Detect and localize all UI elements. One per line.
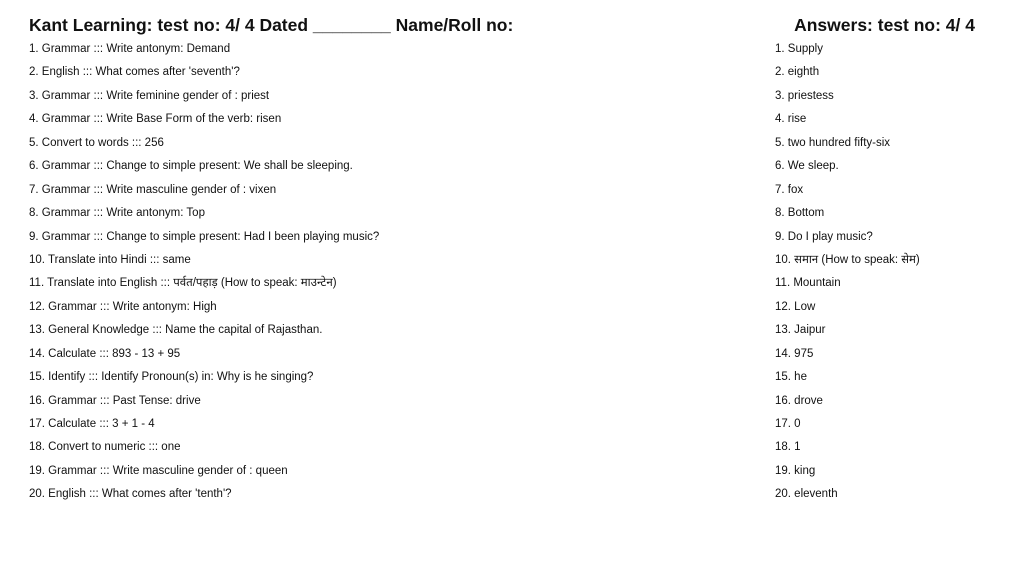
worksheet-title: Kant Learning: test no: 4/ 4 Dated ________ Name/Roll no:	[29, 15, 514, 35]
question-item: 20. English ::: What comes after 'tenth'?	[29, 488, 232, 501]
question-item: 8. Grammar ::: Write antonym: Top	[29, 207, 205, 220]
answer-item: 7. fox	[775, 183, 804, 196]
answer-item: 2. eighth	[775, 66, 820, 79]
answer-item: 13. Jaipur	[775, 324, 826, 337]
answer-item: 5. two hundred fifty-six	[775, 136, 891, 149]
answer-item: 1. Supply	[775, 43, 823, 55]
answer-list	[775, 38, 1005, 507]
question-item: 12. Grammar ::: Write antonym: High	[29, 300, 217, 313]
answer-item: 18. 1	[775, 441, 801, 454]
answer-item: 10. समान (How to speak: सेम)	[775, 253, 920, 266]
question-item: 11. Translate into English ::: पर्वत/पहाड़ (How to speak: माउन्टेन)	[29, 277, 337, 290]
question-item: 17. Calculate ::: 3 + 1 - 4	[29, 418, 155, 430]
answers-title: Answers: test no: 4/ 4	[794, 15, 975, 35]
question-item: 2. English ::: What comes after 'seventh'?	[29, 66, 240, 79]
question-item: 15. Identify ::: Identify Pronoun(s) in: Why is he singing?	[29, 371, 314, 384]
answer-item: 16. drove	[775, 394, 823, 407]
question-item: 6. Grammar ::: Change to simple present: We shall be sleeping.	[29, 160, 353, 173]
answer-item: 19. king	[775, 464, 816, 477]
answer-item: 8. Bottom	[775, 207, 825, 220]
answer-item: 15. he	[775, 371, 807, 384]
question-item: 13. General Knowledge ::: Name the capital of Rajasthan.	[29, 324, 323, 337]
answer-item: 4. rise	[775, 113, 807, 126]
answer-item: 20. eleventh	[775, 488, 838, 501]
question-item: 10. Translate into Hindi ::: same	[29, 253, 191, 266]
answer-item: 6. We sleep.	[775, 160, 839, 173]
question-list	[29, 38, 749, 507]
question-item: 19. Grammar ::: Write masculine gender of : queen	[29, 464, 288, 477]
question-item: 3. Grammar ::: Write feminine gender of : priest	[29, 89, 270, 102]
answer-item: 9. Do I play music?	[775, 230, 873, 243]
answer-item: 3. priestess	[775, 89, 834, 102]
question-item: 18. Convert to numeric ::: one	[29, 441, 181, 454]
question-item: 9. Grammar ::: Change to simple present: Had I been playing music?	[29, 230, 380, 243]
answer-item: 12. Low	[775, 300, 816, 313]
question-item: 7. Grammar ::: Write masculine gender of : vixen	[29, 183, 277, 196]
question-item: 4. Grammar ::: Write Base Form of the verb: risen	[29, 113, 282, 126]
answer-item: 11. Mountain	[775, 277, 841, 290]
question-item: 5. Convert to words ::: 256	[29, 136, 164, 149]
answer-item: 17. 0	[775, 418, 801, 430]
question-item: 14. Calculate ::: 893 - 13 + 95	[29, 347, 181, 360]
question-item: 16. Grammar ::: Past Tense: drive	[29, 394, 201, 407]
question-item: 1. Grammar ::: Write antonym: Demand	[29, 43, 231, 55]
answer-item: 14. 975	[775, 347, 814, 360]
